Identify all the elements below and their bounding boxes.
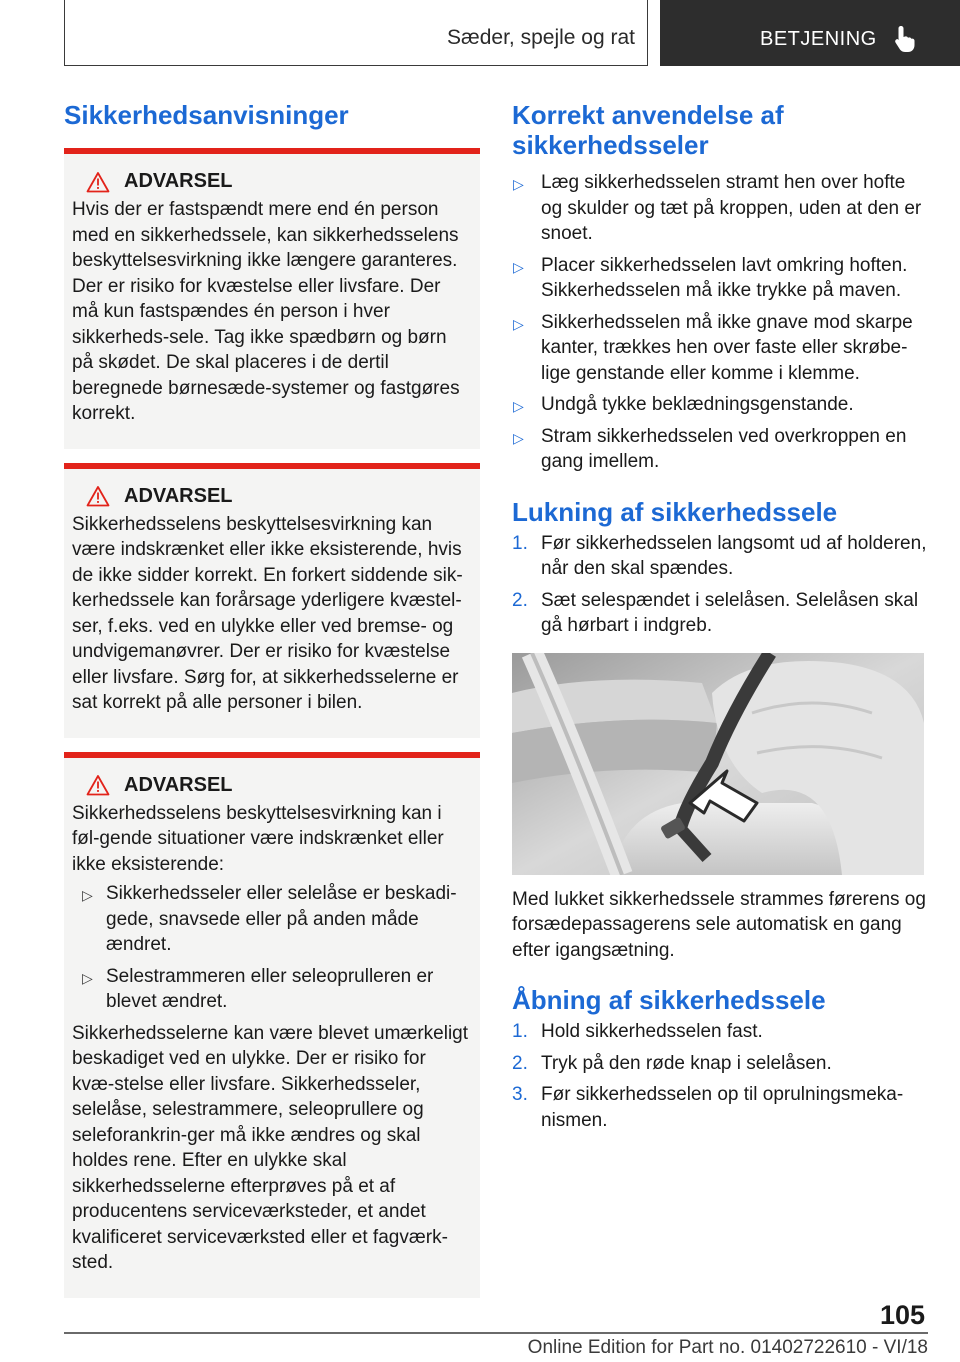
edition-footer: Online Edition for Part no. 01402722610 - VI/18: [527, 1337, 928, 1358]
step-item: 1. Hold sikkerhedsselen fast.: [512, 1021, 763, 1042]
bullet-triangle-icon: ▷: [82, 969, 93, 986]
chapter-title: Sæder, spejle og rat: [447, 26, 635, 49]
warning-triangle-icon: [86, 171, 110, 193]
photo-caption: Med lukket sikkerhedssele strammes førerens og forsædepassagerens sele automatisk en gang efter igangsætning.: [512, 888, 926, 961]
step-item: 2. Sæt selespændet i selelåsen. Selelåsen skal gå hørbart i indgreb.: [512, 589, 919, 636]
warning-title: ADVARSEL: [124, 484, 233, 507]
bullet-triangle-icon: ▷: [513, 315, 524, 332]
warning-outro: Sikkerhedsselerne kan være blevet umærkeligt beskadiget ved en ulykke. Der er risiko for kvæ-stelse eller livsfare. Sikkerhedsseler, selelåse, selestrammere, seleoprullere og seleforankrin-ger må ikke ændres og skal holdes rene. Efter en ulykke skal sikkerhedsselerne efterprøves på et af producentens serviceværksteder, et andet kvalificeret serviceværksted eller et fagværk-sted.: [72, 1022, 469, 1273]
bullet-triangle-icon: ▷: [82, 887, 93, 903]
warning-triangle-icon: [86, 485, 110, 507]
warning-intro: Sikkerhedsselens beskyttelsesvirkning kan i føl-gende situationer være indskrænket eller ikke eksisterende:: [72, 802, 444, 875]
step-item: 1. Før sikkerhedsselen langsomt ud af holderen, når den skal spændes.: [512, 532, 927, 579]
bullet-triangle-icon: ▷: [513, 258, 524, 275]
bullet-triangle-icon: ▷: [513, 398, 524, 414]
safety-heading: Sikkerhedsanvisninger: [64, 100, 349, 130]
chapter-header: [64, 0, 648, 66]
closing-steps: [512, 531, 928, 639]
list-item: ▷ Selestrammeren eller seleoprulleren er blevet ændret.: [82, 965, 434, 1012]
warning-text: Sikkerhedsselens beskyttelsesvirkning kan være indskrænket eller ikke eksisterende, hvis de ikke sidder korrekt. En forkert siddende sik-kerhedssele kan forårsage yderligere kvæstel-ser, f.eks. ved en ulykke eller ved bremse- og undvigemanøvrer. Der er risiko for kvæstelse eller livsfare. Sørg for, at sikkerhedsselerne er sat korrekt på alle personer i bilen.: [72, 513, 463, 713]
section-tab: [660, 0, 960, 66]
warning-triangle-icon: [86, 774, 110, 796]
closing-heading: Lukning af sikkerhedssele: [512, 496, 838, 527]
bullet-triangle-icon: ▷: [513, 176, 524, 192]
pointing-hand-icon: [892, 24, 920, 54]
opening-heading: Åbning af sikkerhedssele: [512, 985, 826, 1015]
list-item: ▷ Sikkerhedsselen må ikke gnave mod skarpe kanter, trækkes hen over faste eller skrøbe-lige genstande eller komme i klemme.: [513, 311, 913, 384]
list-item: ▷ Læg sikkerhedsselen stramt hen over hofte og skulder og tæt på kroppen, uden at den er snoet.: [513, 172, 922, 244]
warning-title: ADVARSEL: [124, 773, 233, 796]
step-item: 2. Tryk på den røde knap i selelåsen.: [512, 1052, 832, 1074]
page-number: 105: [880, 1300, 926, 1330]
left-column: [64, 100, 480, 1312]
correct-use-heading: Korrekt anvendelse af sikkerhedsseler: [512, 100, 784, 160]
list-item: ▷ Sikkerhedsseler eller selelåse er beskadi-gede, snavsede eller på anden måde ændret.: [82, 883, 457, 955]
list-item: ▷ Stram sikkerhedsselen ved overkroppen en gang imellem.: [513, 425, 907, 472]
seatbelt-buckle-photo: [512, 653, 924, 875]
usage-list: [512, 170, 928, 475]
warning-text: Hvis der er fastspændt mere end én person med en sikkerhedssele, kan sikkerhedsselens beskyttelsesvirkning ikke længere garanteres. Der er risiko for kvæstelse eller livsfare. Der må kun fastspændes én person i hver sikkerheds-sele. Tag ikke spædbørn og børn på skødet. De skal placeres i de dertil beregnede børnesæde-systemer og fastgøres korrekt.: [72, 199, 460, 424]
list-item: ▷ Undgå tykke beklædningsgenstande.: [512, 392, 928, 418]
warning-box: [64, 148, 480, 449]
warning-title: ADVARSEL: [124, 170, 233, 192]
warning-list: [72, 881, 472, 1015]
warning-box: [64, 463, 480, 738]
footer-divider: [64, 1332, 928, 1334]
step-item: 3. Før sikkerhedsselen op til oprulningsmeka-nismen.: [512, 1084, 904, 1131]
section-label: BETJENING: [760, 28, 877, 50]
list-item: ▷ Placer sikkerhedsselen lavt omkring hoften. Sikkerhedsselen må ikke trykke på maven.: [513, 254, 908, 301]
right-column: [512, 100, 928, 1139]
opening-steps: [512, 1019, 928, 1133]
bullet-triangle-icon: ▷: [513, 429, 524, 446]
warning-box: [64, 752, 480, 1298]
